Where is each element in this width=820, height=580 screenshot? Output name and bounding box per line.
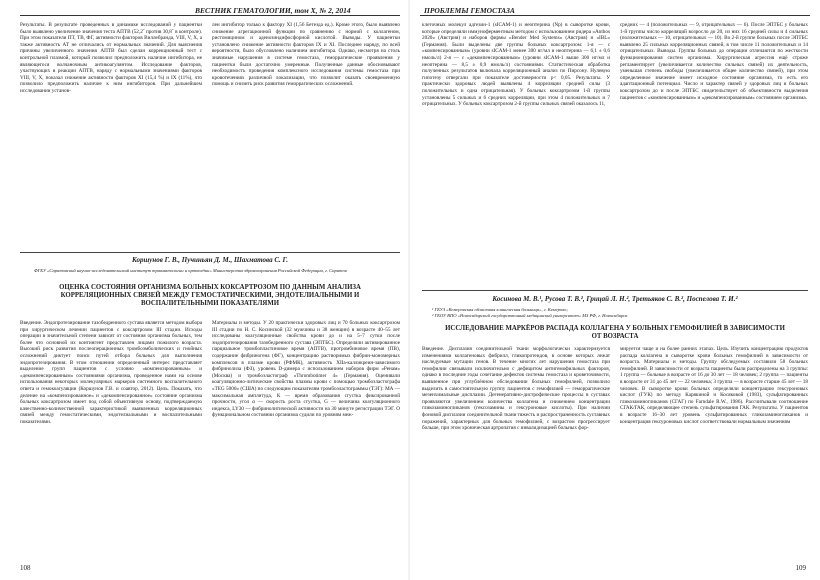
header-rule [420,15,810,16]
article-column: Результаты. В результате проведенных в динамике исследований у пациентки было выявлено увеличение значения теста АПТВ (52,2˝ против 30,8˝ в контроле). При этом показатели ПТ, ТВ, ФГ, активности факторов Виллебранда, VIII, V, X, а также активность АТ не отличались от нормальных значений. Для выяснения причины увеличенного значения АПТВ был сделан коррекционный тест с контрольной плазмой, который позволил предположить наличие ингибитора, не являющегося волчаночным антикоагулянтом. Исследование факторов, участвующих в реакции АПТВ, наряду с нормальными значениями факторов VIII, V, X, показал снижение активности факторов XI (15,4 %) и IX (11%), что позволило предположить наличие к ним ингибиторов. При дальнейшем исследовании установ- [20,22,202,94]
header-rule [20,15,400,16]
section-rule [20,252,400,253]
authors: Коршунов Г. В., Пучиньян Д. М., Шахматова С. Г. [132,256,288,264]
article-column: клеточных молекул адгезии-1 (sICAM-1) и неоптерина (Np) в сыворотке крови, которые определяли иммуноферментным методом с использованием ридера «Anthos 2020» (Австрия) и наборов фирмы «Bender Med Systems» (Австрия) и «IBL» (Германия). Были выделены две группы больных коксартрозом: 1-я — с «компенсированным» (уровни sICAM-1 менее 300 нг/мл и неоптерина — 6,1 ± 0,6 нмоль/л) 2-я — с «декомпенсированным» (уровни sICAM-1 выше 300 нг/мл и неоптерина — 8,5 ± 0,9 нмоль/л) состояниями. Статистическая обработка полученных результатов включала корреляционный анализ по Пирсону. Нулевую гипотезу отвергали при показателе достоверности р< 0,05. Результаты. У практически здоровых людей выявлены 4 корреляции средней силы (3 положительных и одна отрицательная). У больных коксартрозом 1-й группы установлены 5 сильных и 6 средних корреляции, при этом 4 положительных и 7 отрицательных. У больных коксартрозом 2-й группы сильных связей оказалось 11, [422,22,610,108]
article-column: Введение. Эндопротезирование тазобедренного сустава является методом выбора при хирургическом лечении пациентов с коксартрозом III стадии. Исходы операции в значительной степени зависят от состояния организма больных, тем более что основной их контингент представлен лицами пожилого возраста. Высокий риск развития послеоперационных тромбоэмболических и гнойных осложнений диктует поиск путей отбора больных для выполнения эндопротезирования. В этом отношении определенный интерес представляет выделение групп пациентов с условно «компенсированным» и «декомпенсированным» состояниями организма, проведенное нами на основе использования некоторых молекулярных маркеров системного воспалительного ответа и гемокоагуляции (Коршунов Г.В. и соавтор, 2012). Цель. Показать, что деление на «компенсированное» и «декомпенсированное» состояние организма больных коксартрозом имеет под собой объективную основу, подтверждаемую качественно-количественной характеристикой выявленных корреляционных связей между гемостатическими, эндотелиальными и воспалительными показателями. [20,320,202,425]
authors: Косинова М. В.¹, Русова Т. В.², Грицай Л. Н.², Третьяков С. В.², Поспелова Т. И.² [492,295,738,303]
right-page [410,0,820,580]
article-column: средних — 4 (положительных — 9, отрицательных — 6). После ЭПТБС у больных 1-й группы число корреляций возросло до 20, из них 16 средней силы и 4 сильных (положительных — 10, отрицательных — 10). Во 2-й группе больных после ЭПТБС выявлено 25 сильных корреляционных связей, в том числе 11 положительных и 14 отрицательных. Выводы. Группы больных до операции отличаются по жесткости функционирования систем организма. Хирургическая агрессия ещё строже регламентирует (увеличивается количество сильных связей) их деятельность, уменьшая степень свободы (увеличивается общее количество связей), при этом определенное значение имеет исходное состояние организма, то есть его адаптационный потенциал. Число и характер связей у здоровых лиц и больных коксартрозом до и после ЭПТБС свидетельствует об объективности выделения пациентов с «компенсированным» и «декомпенсированным» состоянием организма. [620,22,808,101]
affiliation: ¹ ГБУЗ «Кемеровская областная клиническая больница», г. Кемерово; [432,307,568,312]
article-column: мируется чаще и на более ранних этапах. Цель. Изучить концентрацию продуктов распада коллагена в сыворотке крови больных гемофилией в зависимости от возраста. Материалы и методы. Группу обследуемых составили 58 больных гемофилией. В зависимости от возраста пациенты были распределены на 3 группы: 1 группа — больные в возрасте от 16 до 30 лет — 18 человек; 2 группа — пациенты в возрасте от 31 до 45 лет — 22 человека; 3 группа — в возрасте старше 45 лет — 18 человек. В сыворотке крови больных определяли концентрацию гексуроновых кислот (ГУК) по методу Карякиной и Косяковой (1983), сульфатированных гликозаминогликанов (СГАГ) по Farndale R.W., 1986). Рассчитывали соотношение СГАК/ГАК, определяющее степень сульфатирования ГАК. Результаты. У пациентов в возрасте 16–30 лет уровень сульфатированных гликозаминогликанов и концентрация гексуроновых кислот соответствовали нормальным значениям [620,346,808,425]
article-column: Материалы и методы. У 20 практически здоровых лиц и 70 больных коксартрозом III стадии по Н. С. Косинской (32 мужчины и 38 женщин) в возрасте 40–55 лет исследованы коагуляционные свойства крови до и на 5–7 сутки после эндопротезирования тазобедренного сустава (ЭПТБС). Определяли активированное парциальное тромбопластиновое время (АПТВ), протромбиновое время (ПВ), содержание фибриногена (ФГ), концентрацию растворимых фибрин-мономерных комплексов в плазме крови (РФМК), активность XIIа-калликреин-зависимого фибринолиза (ФЗ), уровень D-димера с использованием наборов фирм «Ренам» (Москва) и тромбоэластограф «Thrombotimer 4» (Германия). Оценивали коагуляционно-литические свойства плазмы крови с помощью тромбоэластографа «TEG 5000» (США) по следующим показателям тромбоэластограммы (ТЭГ): МА — максимальная амплитуда, К — время образования сгустка фиксированной прочности, угол α — скорость роста сгустка, G — величина коагуляционного индекса, LY30 — фибринолитической активности на 30 минуте регистрации ТЭГ. О функциональном состоянии организма судили по уровням меж- [212,320,400,419]
article-title: ИССЛЕДОВАНИЕ МАРКЁРОВ РАСПАДА КОЛЛАГЕНА У БОЛЬНЫХ ГЕМОФИЛИЕЙ В ЗАВИСИМОСТИ ОТ ВОЗРАСТА [445,325,785,340]
running-header: ВЕСТНИК ГЕМАТОЛОГИИ, том X, № 2, 2014 [195,6,351,15]
affiliation: ФГБУ «Саратовский научно-исследовательский институт травматологии и ортопедии» Министерства здравоохранения Российской Федерации, г. Саратов [34,268,347,273]
section-rule [422,290,808,291]
article-column: Введение. Дисплазия соединительной ткани морфологически характеризуется изменениями коллагеновых фибрилл, гликопротеидов, в основе которых лежат наследуемые мутации генов. В течение многих лет нарушения гемостаза при гемофилии связывали исключительно с дефицитом антигемофильных факторов, однако в последние годы сочетание дефектов системы гемостаза и кроветочивости, выявленное при углублённом обследовании больных гемофилией, позволило выделить в самостоятельную группу пациентов с гемофилией — геморрагические мезенхимальные дисплазии. Дегенеративно-дистрофические процессы в суставах проявляются увеличением количества коллагена и снижением концентрации гликозаминогликанов (гексозамины и гексуроновые кислоты). При наличии фоновой дисплазии соединительной ткани тяжесть и распространенность суставных поражений, характерных для больных гемофилией, с возрастом прогрессирует больше, при этом хроническая артропатия с инвалидизацией больных фор- [422,346,610,432]
running-header: ПРОБЛЕМЫ ГЕМОСТАЗА [424,6,515,15]
page-number: 109 [795,564,806,572]
article-column: лен ингибитор только к фактору XI (1,56 Бетезда ед.). Кроме этого, было выявлено снижение агрегационной функции по сравнению с нормой с коллагеном, ристомицином и аденозиндифосфорной кислотой. Выводы. У пациентки установлено снижение активности факторов IX и XI. Последнее наряду, по всей вероятности, было обусловлено наличием ингибитора. Однако, несмотря на столь значимые нарушения в системе гемостаза, геморрагические проявления у пациентки были достаточно умеренные. Полученные данные обосновывают необходимость проведения комплексного исследования системы гемостаза при кровотечениях различной локализации, что позволит оказать своевременную помощь и снизить риск развития геморрагических осложнений. [212,22,400,88]
affiliation: ² ГБОУ ВПО «Новосибирский государственный медицинский университет» МЗ РФ, г. Новосибирск [432,313,628,318]
article-title: ОЦЕНКА СОСТОЯНИЯ ОРГАНИЗМА БОЛЬНЫХ КОКСАРТРОЗОМ ПО ДАННЫМ АНАЛИЗА КОРРЕЛЯЦИОННЫХ СВЯЗЕЙ МЕЖДУ ГЕМОСТАТИЧЕСКИМИ, ЭНДОТЕЛИАЛЬНЫМИ И ВОСПАЛИТЕЛЬНЫМИ ПОКАЗАТЕЛЯМИ [59,284,361,307]
page-number: 108 [20,564,31,572]
